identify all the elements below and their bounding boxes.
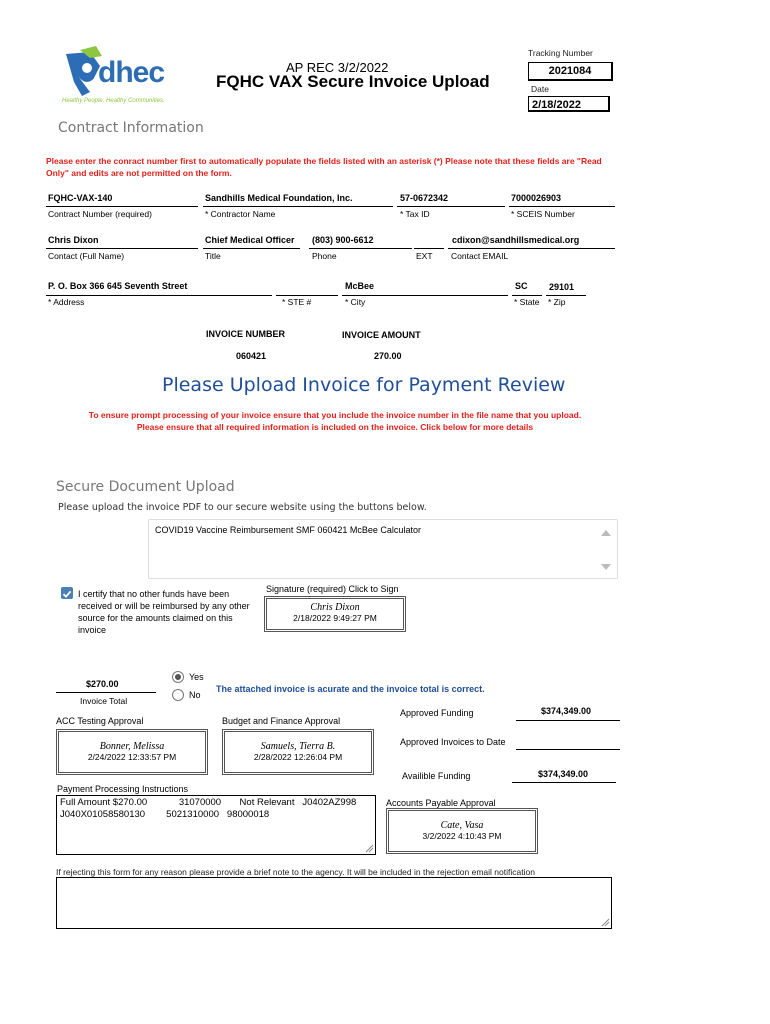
city-value: McBee [345, 281, 375, 291]
state-label: * State [514, 297, 540, 307]
invoice-number-label: INVOICE NUMBER [206, 329, 286, 339]
zip-value: 29101 [549, 282, 575, 292]
sceis-value: 7000026903 [511, 193, 562, 203]
file-name[interactable]: COVID19 Vaccine Reimbursement SMF 060421 McBee Calculator [155, 525, 421, 535]
payment-line1: Full Amount $270.00 31070000 Not Relevant J0402AZ998 [60, 797, 357, 808]
payment-line2: J040X01058580130 5021310000 98000018 [60, 809, 270, 820]
email-label: Contact EMAIL [451, 251, 509, 261]
invoice-statement: The attached invoice is acurate and the invoice total is correct. [216, 684, 485, 694]
contact-name-value[interactable]: Chris Dixon [48, 235, 99, 245]
certify-checkbox[interactable] [61, 587, 73, 599]
payment-instructions-label: Payment Processing Instructions [57, 784, 189, 794]
upload-section-title: Secure Document Upload [56, 479, 235, 495]
contract-section-title: Contract Information [58, 120, 204, 136]
checkmark-icon [61, 588, 73, 600]
invoice-amount-value[interactable]: 270.00 [374, 351, 402, 361]
no-radio[interactable] [172, 689, 184, 701]
invoice-total-label: Invoice Total [80, 696, 128, 706]
invoice-amount-label: INVOICE AMOUNT [342, 330, 421, 340]
payment-instructions-field[interactable] [56, 795, 376, 855]
logo-text: dhec [98, 56, 165, 89]
address-label: * Address [48, 297, 85, 307]
invoice-total-value[interactable]: $270.00 [86, 679, 119, 689]
page-title: FQHC VAX Secure Invoice Upload [216, 72, 490, 91]
contact-name-label: Contact (Full Name) [48, 251, 125, 261]
title-label: Title [205, 251, 221, 261]
invoice-number-value[interactable]: 060421 [236, 351, 267, 361]
upload-heading: Please Upload Invoice for Payment Review [162, 374, 566, 396]
rejection-label: If rejecting this form for any reason please provide a brief note to the agency. It will be included in the rejection email notification [56, 867, 535, 877]
upload-instructions: Please upload the invoice PDF to our secure website using the buttons below. [58, 502, 427, 513]
approved-funding-label: Approved Funding [400, 708, 474, 718]
rejection-note-text [57, 878, 611, 884]
email-value[interactable]: cdixon@sandhillsmedical.org [452, 235, 580, 245]
title-value[interactable]: Chief Medical Officer [205, 235, 295, 245]
phone-label: Phone [312, 251, 337, 261]
contractor-signature-box[interactable] [264, 596, 406, 632]
budget-signature-name: Samuels, Tierra B. [260, 741, 336, 752]
contract-number-label: Contract Number (required) [48, 209, 152, 219]
contractor-name-label: * Contractor Name [205, 209, 276, 219]
ste-label: * STE # [282, 297, 312, 307]
signature-date: 2/18/2022 9:49:27 PM [293, 613, 377, 623]
signature-label: Signature (required) Click to Sign [266, 584, 399, 594]
logo-tagline: Healthy People. Healthy Communities. [62, 98, 165, 104]
certify-text: I certify that no other funds have been received or will be reimbursed by any other source for the amounts claimed on this invoice [78, 589, 250, 635]
contractor-name-value: Sandhills Medical Foundation, Inc. [205, 193, 353, 203]
yes-radio[interactable] [172, 671, 184, 683]
budget-signature-date: 2/28/2022 12:26:04 PM [253, 752, 343, 762]
city-label: * City [345, 297, 366, 307]
date-label: Date [531, 84, 549, 94]
budget-approval-label: Budget and Finance Approval [222, 716, 341, 726]
available-funding-value[interactable]: $374,349.00 [538, 769, 589, 779]
phone-value[interactable]: (803) 900-6612 [312, 235, 374, 245]
ap-approval-label: Accounts Payable Approval [386, 798, 496, 808]
upload-note-line2: Please ensure that all required information is included on the invoice. Click below for more details [136, 422, 534, 432]
approved-invoices-label: Approved Invoices to Date [400, 737, 506, 747]
upload-note-line1: To ensure prompt processing of your invoice ensure that you include the invoice number in the file name that you upload. [88, 410, 582, 420]
tax-id-label: * Tax ID [400, 209, 430, 219]
resize-handle-icon[interactable] [364, 843, 374, 853]
sceis-label: * SCEIS Number [511, 209, 575, 219]
file-list-box[interactable] [148, 519, 618, 579]
date-field[interactable]: 2/18/2022 [528, 96, 610, 112]
acc-signature-name: Bonner, Melissa [99, 741, 165, 752]
approved-funding-value[interactable]: $374,349.00 [541, 706, 592, 716]
scroll-up-icon[interactable] [601, 530, 611, 536]
ap-signature-date: 3/2/2022 4:10:43 PM [422, 831, 502, 841]
ap-signature-name: Cate, Vasa [440, 820, 484, 831]
contract-instructions: Please enter the conract number first to automatically populate the fields listed with an asterisk (*) Please note that these fields are "Read Only" and edits are not permitted on the form. [46, 156, 602, 178]
acc-signature-date: 2/24/2022 12:33:57 PM [87, 752, 177, 762]
rejection-note-field[interactable] [56, 877, 612, 929]
acc-signature-box[interactable] [56, 729, 208, 775]
tracking-number-field[interactable]: 2021084 [528, 62, 613, 81]
resize-handle-icon[interactable] [600, 917, 610, 927]
contract-number-value[interactable]: FQHC-VAX-140 [48, 193, 113, 203]
tax-id-value: 57-0672342 [400, 193, 449, 203]
scroll-down-icon[interactable] [601, 564, 611, 570]
tracking-label: Tracking Number [528, 48, 593, 58]
signature-name: Chris Dixon [310, 602, 360, 613]
zip-label: * Zip [548, 297, 566, 307]
ext-label: EXT [416, 251, 433, 261]
budget-signature-box[interactable] [222, 729, 374, 775]
acc-approval-label: ACC Testing Approval [56, 716, 144, 726]
available-funding-label: Availible Funding [402, 771, 471, 781]
ap-rec-text: AP REC 3/2/2022 [286, 60, 389, 75]
ap-signature-box[interactable] [386, 808, 538, 854]
address-value: P. O. Box 366 645 Seventh Street [48, 281, 188, 291]
no-label: No [189, 690, 201, 700]
yes-label: Yes [189, 672, 204, 682]
state-value: SC [515, 281, 528, 291]
